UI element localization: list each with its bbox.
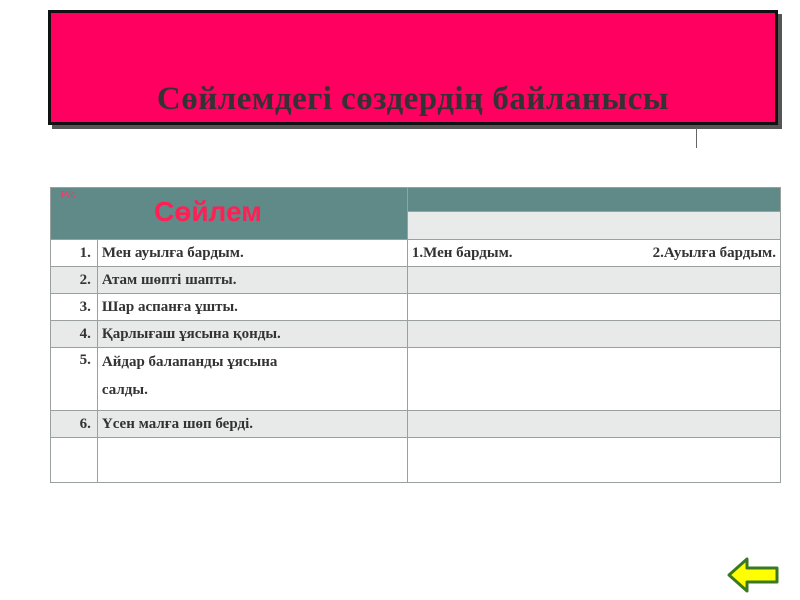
header-answer-top <box>407 188 780 212</box>
answer-2: 2.Ауылға бардым. <box>652 245 776 261</box>
sentence-cell: Шар аспанға ұшты. <box>97 294 407 321</box>
answer-1: 1.Мен бардым. <box>411 245 513 261</box>
answer-cell <box>407 294 780 321</box>
column-title: Сөйлем <box>154 196 262 227</box>
sentence-cell <box>97 438 407 483</box>
sentence-cell <box>97 348 407 411</box>
table-row <box>51 294 781 321</box>
row-number: 3. <box>51 294 98 321</box>
header-row <box>51 188 781 212</box>
sentence-cell: Мен ауылға бардым. <box>97 240 407 267</box>
answer-cell <box>407 438 780 483</box>
table-row <box>51 348 781 411</box>
table-row <box>51 240 781 267</box>
sentence-line: Айдар балапанды ұясына <box>101 354 278 370</box>
answer-cell <box>407 411 780 438</box>
table-row <box>51 267 781 294</box>
answer-cell <box>407 240 780 267</box>
sentence-cell: Қарлығаш ұясына қонды. <box>97 321 407 348</box>
answer-cell <box>407 267 780 294</box>
table-row <box>51 411 781 438</box>
row-number: 2. <box>51 267 98 294</box>
table-row <box>51 321 781 348</box>
divider-tick <box>696 128 697 148</box>
answer-cell <box>407 321 780 348</box>
rc-label: Р/с <box>61 190 76 201</box>
sentences-table <box>50 187 781 483</box>
answer-cell <box>407 348 780 411</box>
row-number <box>51 438 98 483</box>
sentence-line: салды. <box>101 382 148 398</box>
slide-title: Сөйлемдегі сөздердің байланысы <box>156 81 670 117</box>
sentence-cell: Атам шөпті шапты. <box>97 267 407 294</box>
table-row <box>51 438 781 483</box>
row-number: 1. <box>51 240 98 267</box>
header-answer-bottom <box>407 212 780 240</box>
row-number: 5. <box>51 348 98 411</box>
back-arrow-icon[interactable] <box>727 556 779 594</box>
header-cell <box>51 188 408 240</box>
row-number: 6. <box>51 411 98 438</box>
row-number: 4. <box>51 321 98 348</box>
sentence-cell: Үсен малға шөп берді. <box>97 411 407 438</box>
title-banner <box>48 10 778 125</box>
